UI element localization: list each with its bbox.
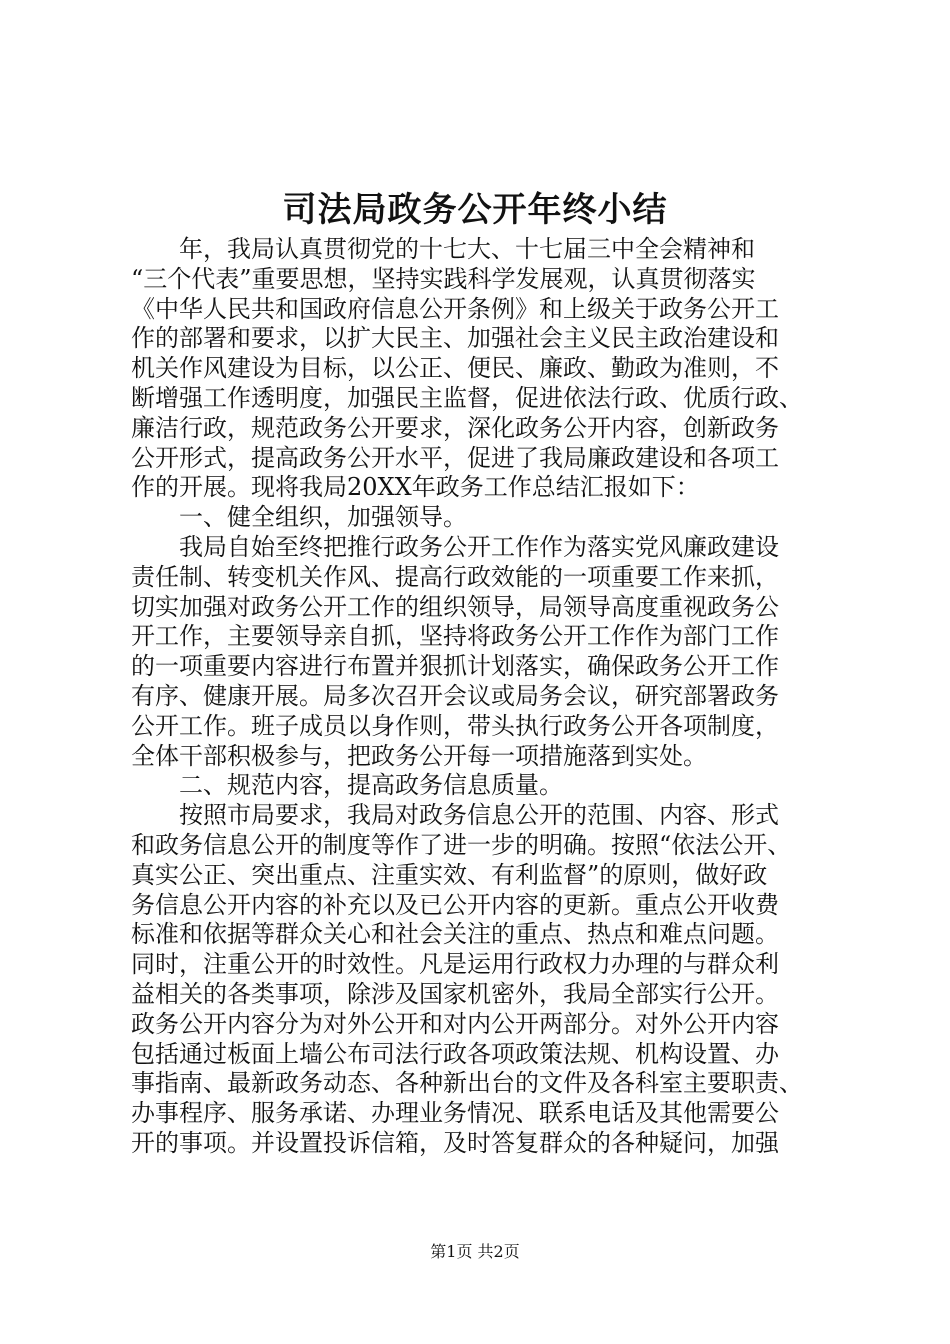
page-title: 司法局政务公开年终小结 [282, 190, 668, 230]
text-line: 我局自始至终把推行政务公开工作作为落实党风廉政建设 [131, 532, 779, 561]
text-line: 二、规范内容，提高政务信息质量。 [131, 771, 563, 800]
text-line: 断增强工作透明度，加强民主监督，促进依法行政、优质行政、 [131, 383, 803, 412]
text-line: 切实加强对政务公开工作的组织领导，局领导高度重视政务公 [131, 592, 779, 621]
text-line: 一、健全组织，加强领导。 [131, 503, 467, 532]
text-line: 开的事项。并设置投诉信箱，及时答复群众的各种疑问，加强 [131, 1128, 779, 1157]
text-line: 责任制、转变机关作风、提高行政效能的一项重要工作来抓， [131, 562, 779, 591]
text-line: 全体干部积极参与，把政务公开每一项措施落到实处。 [131, 741, 707, 770]
document-body [131, 235, 851, 1159]
text-line: 《中华人民共和国政府信息公开条例》和上级关于政务公开工 [131, 294, 779, 323]
text-line: 作的开展。现将我局20XX年政务工作总结汇报如下： [131, 473, 700, 502]
text-line: 作的部署和要求，以扩大民主、加强社会主义民主政治建设和 [131, 324, 779, 353]
text-line: 和政务信息公开的制度等作了进一步的明确。按照“依法公开、 [131, 830, 792, 859]
text-line: 同时，注重公开的时效性。凡是运用行政权力办理的与群众利 [131, 950, 779, 979]
text-line: 开工作，主要领导亲自抓，坚持将政务公开工作作为部门工作 [131, 622, 779, 651]
text-line: “三个代表”重要思想，坚持实践科学发展观，认真贯彻落实 [131, 264, 756, 293]
text-line: 政务公开内容分为对外公开和对内公开两部分。对外公开内容 [131, 1009, 779, 1038]
text-line: 公开形式，提高政务公开水平，促进了我局廉政建设和各项工 [131, 443, 779, 472]
text-line: 真实公正、突出重点、注重实效、有利监督”的原则，做好政 [131, 860, 768, 889]
text-line: 有序、健康开展。局多次召开会议或局务会议，研究部署政务 [131, 681, 779, 710]
text-line: 年，我局认真贯彻党的十七大、十七届三中全会精神和 [131, 235, 755, 263]
text-line: 的一项重要内容进行布置并狠抓计划落实，确保政务公开工作 [131, 652, 779, 681]
text-line: 办事程序、服务承诺、办理业务情况、联系电话及其他需要公 [131, 1099, 779, 1128]
page-footer: 第1页 共2页 [430, 1242, 520, 1261]
text-line: 务信息公开内容的补充以及已公开内容的更新。重点公开收费 [131, 890, 779, 919]
text-line: 标准和依据等群众关心和社会关注的重点、热点和难点问题。 [131, 920, 779, 949]
text-line: 公开工作。班子成员以身作则，带头执行政务公开各项制度， [131, 711, 779, 740]
text-line: 益相关的各类事项，除涉及国家机密外，我局全部实行公开。 [131, 979, 779, 1008]
text-line: 按照市局要求，我局对政务信息公开的范围、内容、形式 [131, 801, 779, 830]
text-line: 机关作风建设为目标，以公正、便民、廉政、勤政为准则，不 [131, 354, 779, 383]
text-line: 廉洁行政，规范政务公开要求，深化政务公开内容，创新政务 [131, 413, 779, 442]
text-line: 事指南、最新政务动态、各种新出台的文件及各科室主要职责、 [131, 1069, 803, 1098]
text-line: 包括通过板面上墙公布司法行政各项政策法规、机构设置、办 [131, 1039, 779, 1068]
